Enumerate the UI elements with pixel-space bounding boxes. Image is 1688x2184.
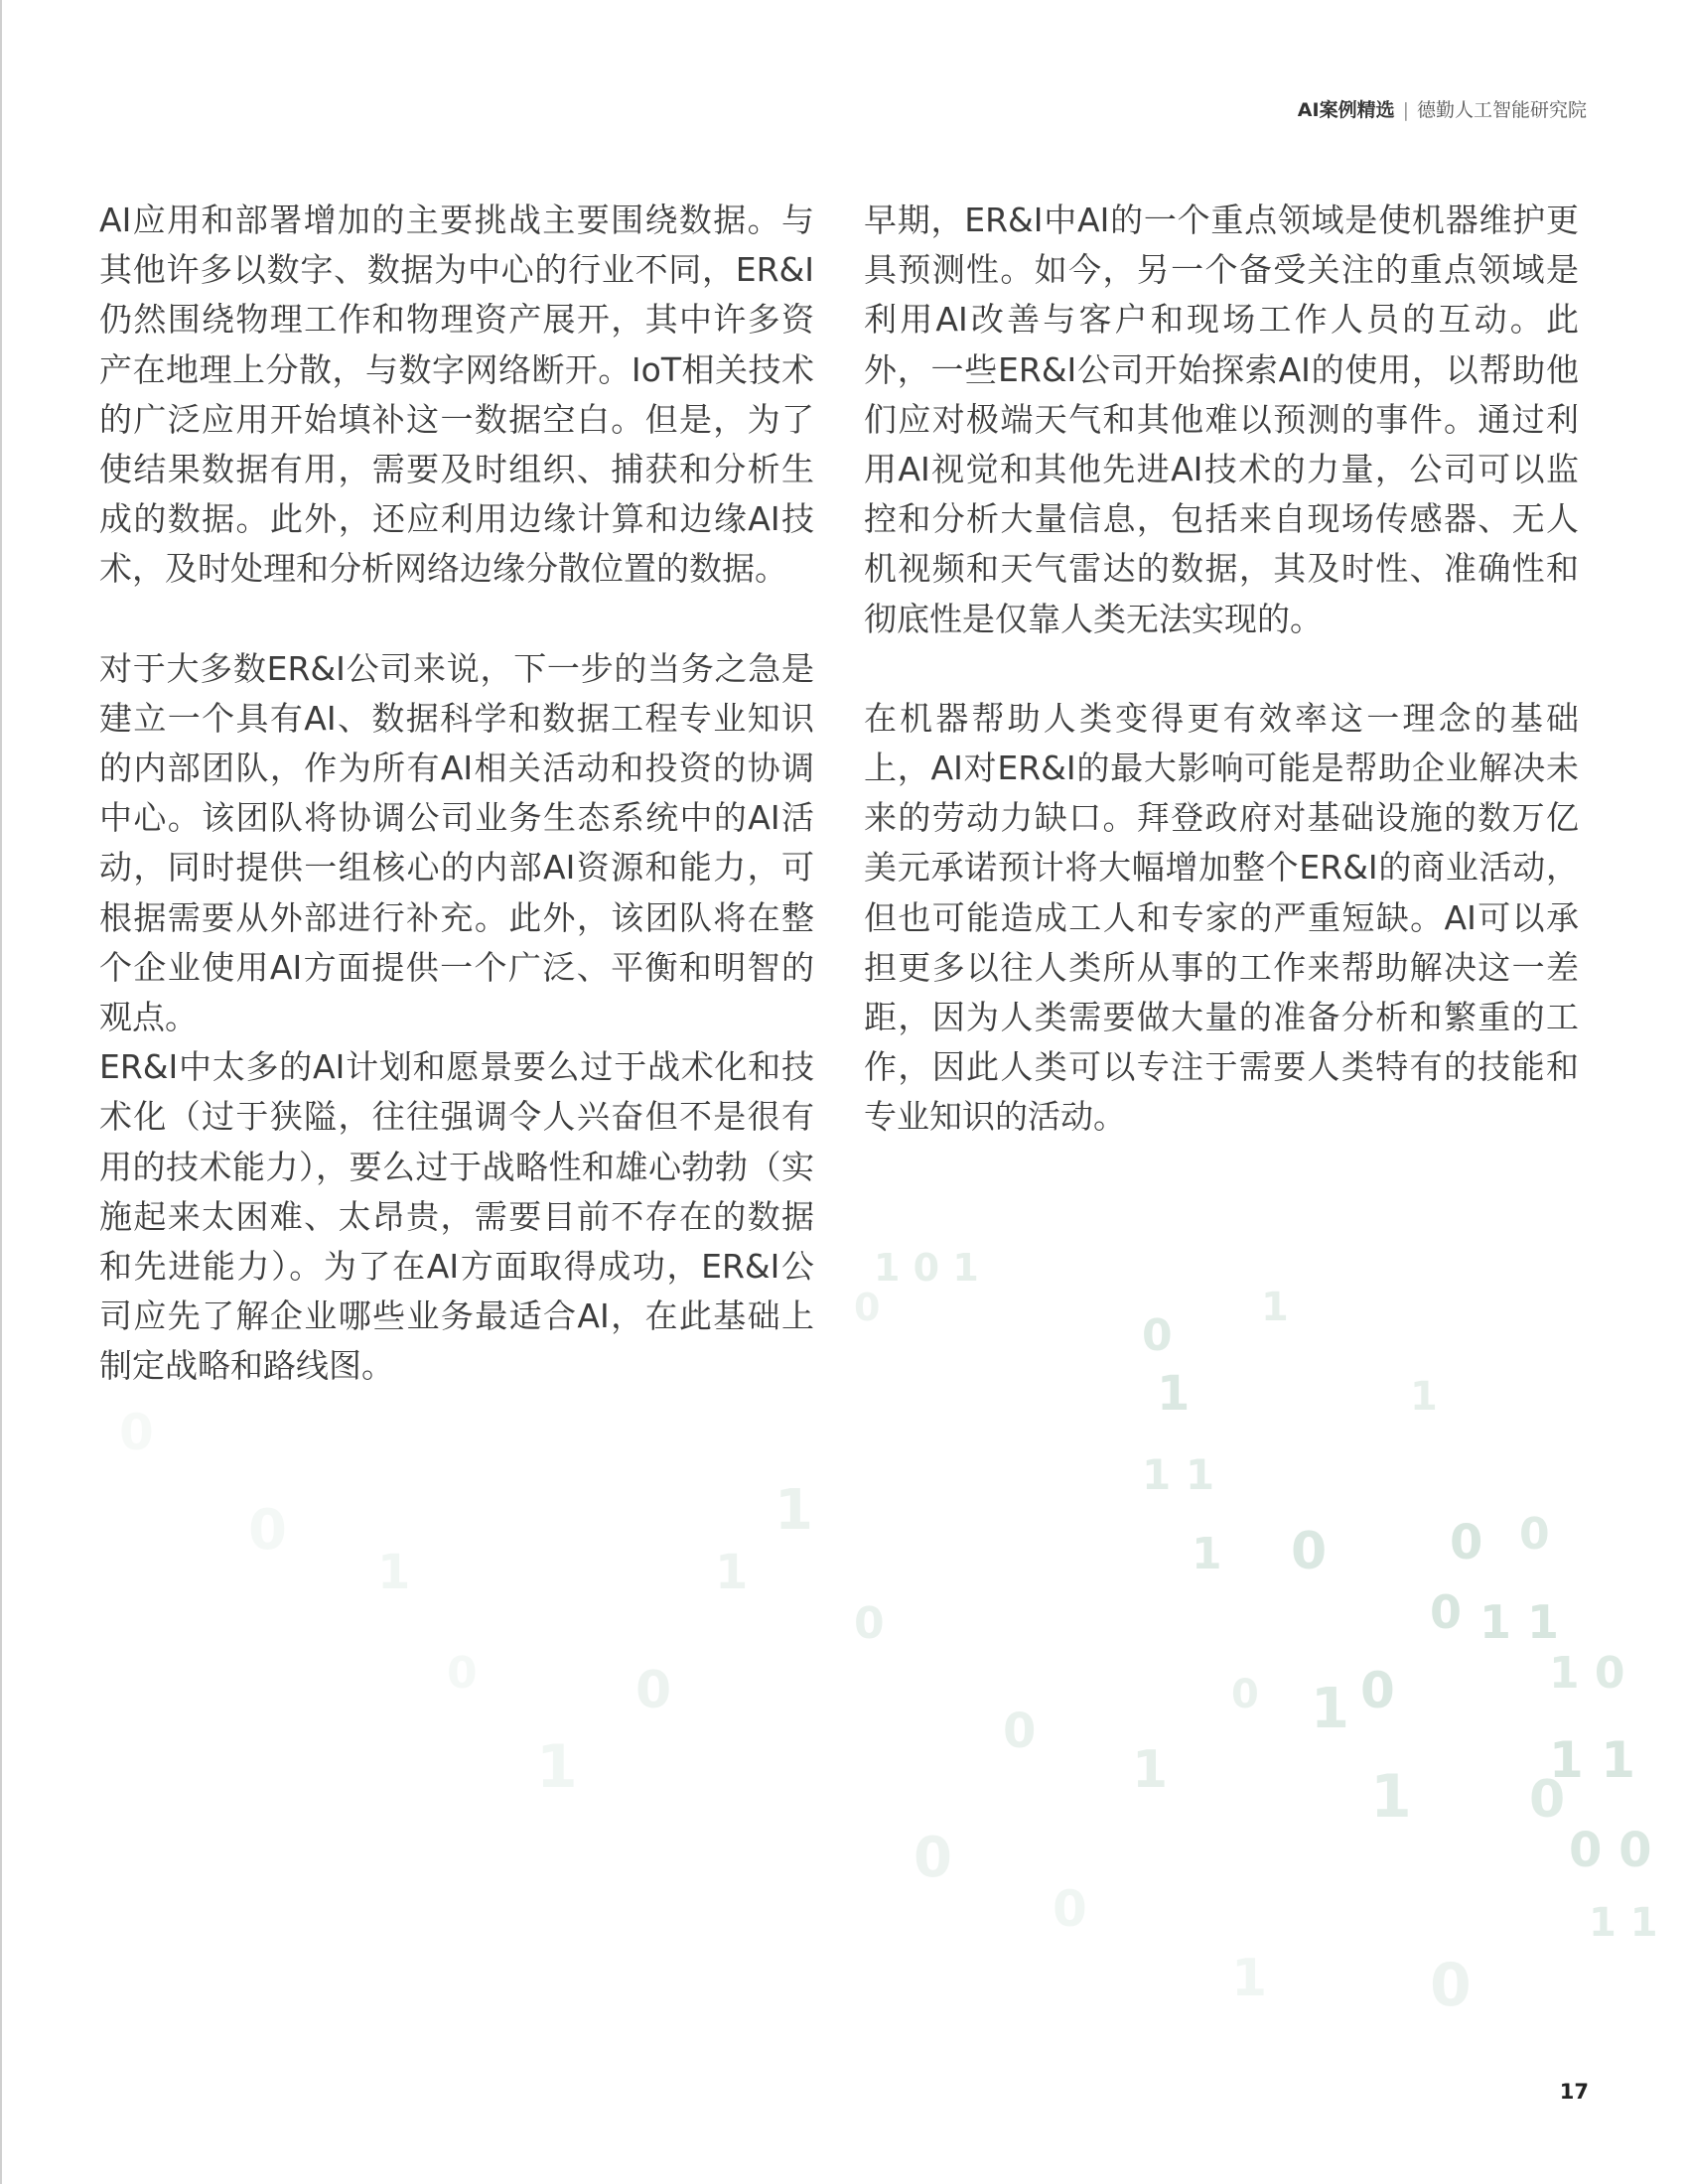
right-paragraph-1: 早期，ER&I中AI的一个重点领域是使机器维护更具预测性。如今，另一个备受关注的重点领域是利用AI改善与客户和现场工作人员的互动。此外，一些ER&I公司开始探索AI的使用，以帮助他们应对极端天气和其他难以预测的事件。通过利用AI视觉和其他先进AI技术的力量，公司可以监控和分析大量信息，包括来自现场传感器、无人机视频和天气雷达的数据，其及时性、准确性和彻底性是仅靠人类无法实现的。: [864, 201, 1579, 638]
svg-text:1 1: 1 1: [1589, 1900, 1658, 1946]
section-title: AI案例精选: [1297, 99, 1395, 121]
page-number: 17: [1559, 2080, 1589, 2104]
svg-text:0: 0: [1450, 1515, 1483, 1570]
svg-text:1: 1: [774, 1478, 813, 1543]
svg-text:0: 0: [248, 1498, 287, 1563]
svg-text:1: 1: [1231, 1949, 1268, 2008]
svg-text:1 0: 1 0: [1549, 1648, 1625, 1699]
svg-text:0: 0: [1430, 1951, 1472, 2020]
svg-text:1: 1: [1410, 1374, 1438, 1420]
left-paragraph-3: ER&I中太多的AI计划和愿景要么过于战术化和技术化（过于狭隘，往往强调令人兴奋但不是很有用的技术能力），要么过于战略性和雄心勃勃（实施起来太困难、太昂贵，需要目前不存在的数据和先进能力）。为了在AI方面取得成功，ER&I公司应先了解企业哪些业务最适合AI，在此基础上制定战略和路线图。: [99, 1047, 814, 1386]
left-paragraph-2: 对于大多数ER&I公司来说，下一步的当务之急是建立一个具有AI、数据科学和数据工程专业知识的内部团队，作为所有AI相关活动和投资的协调中心。该团队将协调公司业务生态系统中的AI活动，同时提供一组核心的内部AI资源和能力，可根据需要从外部进行补充。此外，该团队将在整个企业使用AI方面提供一个广泛、平衡和明智的观点。: [99, 648, 814, 1037]
header-separator: |: [1402, 99, 1409, 121]
svg-text:0: 0: [1231, 1672, 1259, 1717]
svg-text:1: 1: [536, 1732, 578, 1802]
right-paragraph-2: 在机器帮助人类变得更有效率这一理念的基础上，AI对ER&I的最大影响可能是帮助企业解决未来的劳动力缺口。拜登政府对基础设施的数万亿美元承诺预计将大幅增加整个ER&I的商业活动，但也可能造成工人和专家的严重短缺。AI可以承担更多以往人类所从事的工作来帮助解决这一差距，因为人类需要做大量的准备分析和繁重的工作，因此人类可以专注于需要人类特有的技能和专业知识的活动。: [864, 698, 1579, 1137]
svg-text:1 1: 1 1: [1549, 1731, 1635, 1789]
svg-text:1: 1: [1132, 1740, 1169, 1800]
svg-text:0: 0: [854, 1286, 881, 1329]
svg-text:0: 0: [1360, 1662, 1395, 1719]
svg-text:0: 0: [1142, 1310, 1173, 1361]
page-header: [1298, 95, 1587, 122]
svg-text:0: 0: [1529, 1770, 1566, 1830]
svg-text:1: 1: [1261, 1285, 1289, 1330]
svg-text:1: 1: [1311, 1677, 1349, 1741]
svg-text:0: 0: [914, 1826, 952, 1890]
svg-text:1: 1: [1370, 1762, 1412, 1832]
left-paragraph-1: AI应用和部署增加的主要挑战主要围绕数据。与其他许多以数字、数据为中心的行业不同，ER&I仍然围绕物理工作和物理资产展开，其中许多资产在地理上分散，与数字网络断开。IoT相关技术的广泛应用开始填补这一数据空白。但是，为了使结果数据有用，需要及时组织、捕获和分析生成的数据。此外，还应利用边缘计算和边缘AI技术，及时处理和分析网络边缘分散位置的数据。: [99, 201, 814, 589]
svg-text:0: 0: [1053, 1880, 1087, 1938]
svg-text:0: 0: [1519, 1509, 1550, 1560]
svg-text:1: 1: [1157, 1366, 1191, 1422]
svg-text:1: 1: [377, 1545, 411, 1600]
svg-text:0 0: 0 0: [1569, 1823, 1652, 1878]
page-edge-rule: [0, 0, 2, 2184]
svg-text:1: 1: [1192, 1529, 1222, 1579]
svg-text:0: 0: [1430, 1585, 1463, 1639]
svg-text:0: 0: [119, 1404, 154, 1461]
left-column: [99, 196, 814, 1392]
svg-text:1 1: 1 1: [1479, 1595, 1560, 1649]
svg-text:0: 0: [447, 1648, 478, 1699]
right-column: [864, 196, 1579, 1143]
svg-text:1: 1: [715, 1545, 749, 1600]
svg-text:1 0 1: 1 0 1: [874, 1246, 979, 1290]
svg-text:1 1: 1 1: [1142, 1450, 1215, 1499]
svg-text:0: 0: [635, 1661, 672, 1720]
svg-text:0: 0: [1003, 1704, 1037, 1759]
publisher-name: 德勤人工智能研究院: [1416, 99, 1587, 121]
svg-text:0: 0: [1291, 1522, 1328, 1581]
svg-text:0: 0: [854, 1598, 885, 1649]
